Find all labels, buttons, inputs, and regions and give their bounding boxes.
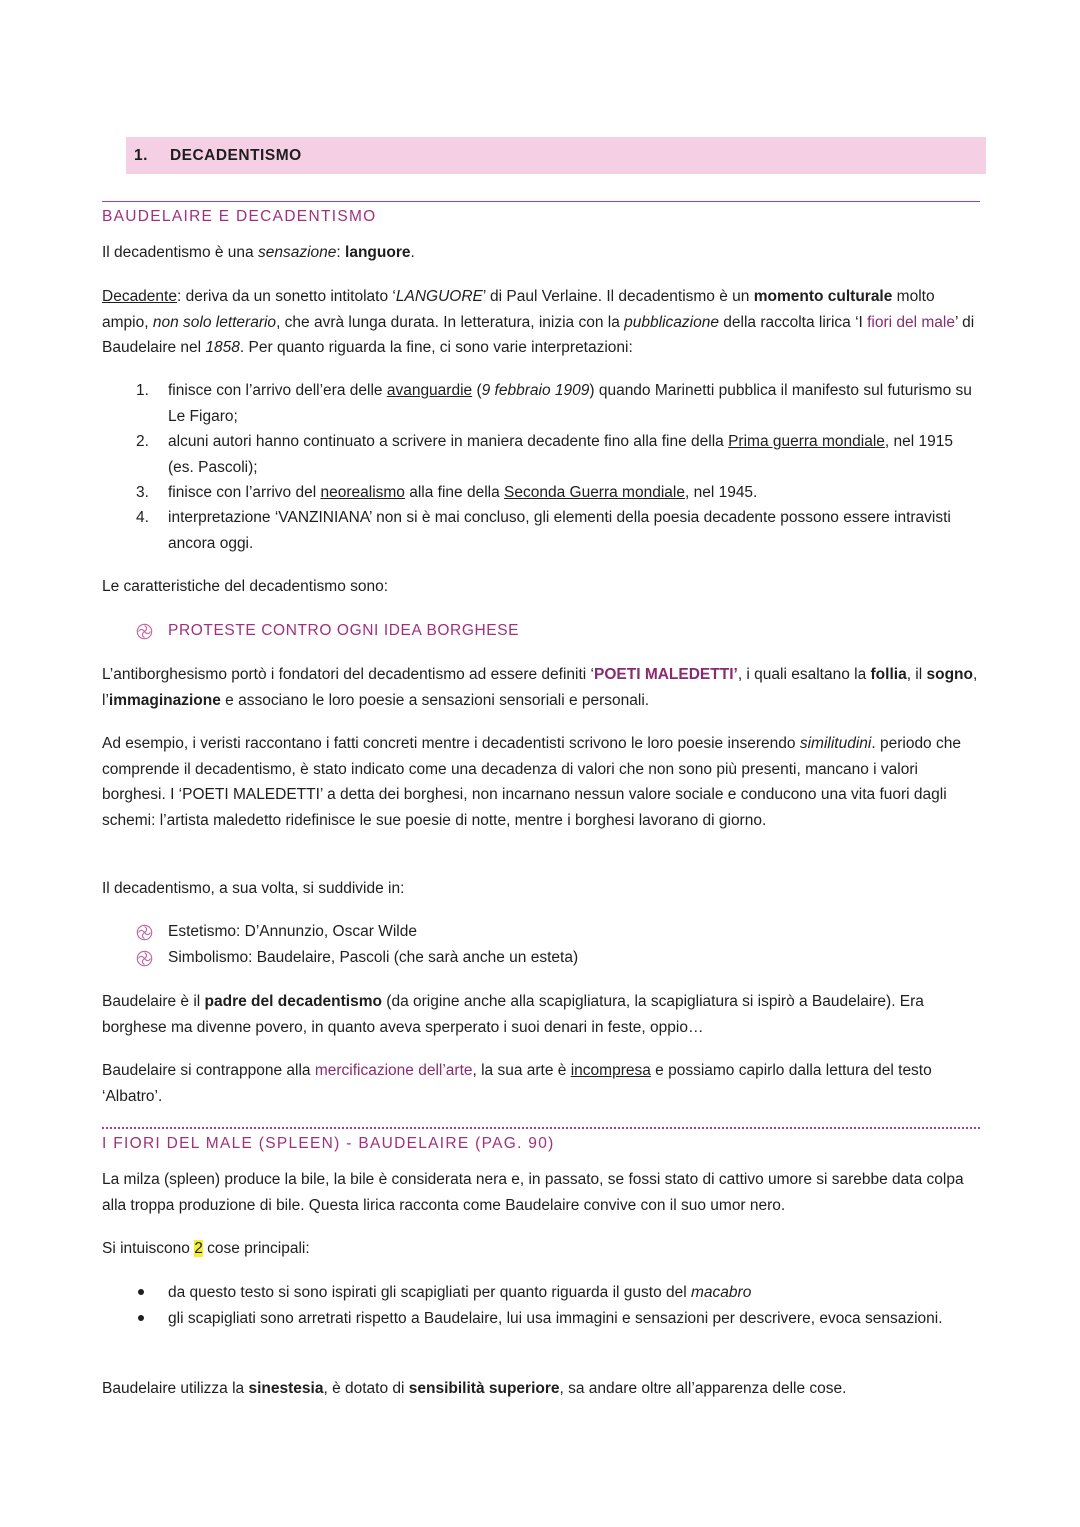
swirl-bullet-icon — [136, 950, 153, 967]
list-item: finisce con l’arrivo dell’era delle avanguardie (9 febbraio 1909) quando Marinetti pubblica il manifesto sul futurismo su Le Figaro; — [168, 382, 972, 425]
suddivide-text: Il decadentismo, a sua volta, si suddivide in: — [102, 880, 405, 897]
list-item: interpretazione ‘VANZINIANA’ non si è mai concluso, gli elementi della poesia decadente possono essere intravisti ancora oggi. — [168, 509, 951, 552]
list-number: 2. — [136, 433, 149, 450]
intro-paragraph: Il decadentismo è una sensazione: languore. — [102, 244, 415, 261]
swirl-bullet-icon — [136, 924, 153, 941]
bullet-item: gli scapigliati sono arretrati rispetto a Baudelaire, lui usa immagini e sensazioni per descrivere, evoca sensazioni. — [168, 1310, 943, 1327]
simbolismo-item: Simbolismo: Baudelaire, Pascoli (che sarà anche un esteta) — [168, 949, 579, 966]
mercificazione-paragraph: Baudelaire si contrappone alla mercificazione dell’arte, la sua arte è incompresa e possiamo capirlo dalla lettura del testo ‘Albatro’. — [102, 1062, 932, 1105]
swirl-bullet-icon — [136, 623, 153, 640]
list-item: finisce con l’arrivo del neorealismo alla fine della Seconda Guerra mondiale, nel 1945. — [168, 484, 758, 501]
caratteristiche-text: Le caratteristiche del decadentismo sono: — [102, 578, 389, 595]
list-number: 3. — [136, 484, 149, 501]
chapter-title — [126, 137, 986, 174]
section-heading: BAUDELAIRE E DECADENTISMO — [102, 208, 377, 225]
estetismo-item: Estetismo: D’Annunzio, Oscar Wilde — [168, 923, 417, 940]
chapter-title-text: DECADENTISMO — [169, 146, 302, 164]
bullet-dot — [138, 1315, 144, 1321]
spleen-paragraph: La milza (spleen) produce la bile, la bile è considerata nera e, in passato, se fossi stato di cattivo umore si sarebbe data colpa alla troppa produzione di bile. Questa lirica racconta come Baudelaire convive con il suo umor nero. — [102, 1171, 964, 1214]
section-divider — [102, 1127, 980, 1129]
antiborghesismo-paragraph: L’antiborghesismo portò i fondatori del decadentismo ad essere definiti ‘POETI MALEDETTI’, i quali esaltano la follia, il sogno, l’immaginazione e associano le loro poesie a sensazioni sensoriali e personali. — [102, 666, 978, 709]
section-divider — [102, 201, 980, 202]
bullet-item: da questo testo si sono ispirati gli scapigliati per quanto riguarda il gusto del macabro — [168, 1284, 752, 1301]
bullet-dot — [138, 1289, 144, 1295]
proteste-heading: PROTESTE CONTRO OGNI IDEA BORGHESE — [168, 622, 520, 639]
list-number: 4. — [136, 509, 149, 526]
veristi-paragraph: Ad esempio, i veristi raccontano i fatti concreti mentre i decadentisti scrivono le loro poesie inserendo similitudini. periodo che comprende il decadentismo, è stato indicato come una decadenza di valori che non sono più presenti, mancano i valori borghesi. I ‘POETI MALEDETTI’ a detta dei borghesi, non incarnano nessun valore sociale e conducono una vita fuori dagli schemi: l’artista maledetto ridefinisce le sue poesie di notte, mentre i borghesi lavorano di giorno. — [102, 735, 961, 829]
intuiscono-text: Si intuiscono 2 cose principali: — [102, 1240, 310, 1257]
list-number: 1. — [136, 382, 149, 399]
list-item: alcuni autori hanno continuato a scrivere in maniera decadente fino alla fine della Prima guerra mondiale, nel 1915 (es. Pascoli); — [168, 433, 953, 476]
sinestesia-paragraph: Baudelaire utilizza la sinestesia, è dotato di sensibilità superiore, sa andare oltre all’apparenza delle cose. — [102, 1380, 847, 1397]
padre-paragraph: Baudelaire è il padre del decadentismo (da origine anche alla scapigliatura, la scapigliatura si ispirò a Baudelaire). Era borghese ma divenne povero, in quanto aveva sperperato i suoi denari in feste, oppio… — [102, 993, 924, 1036]
decadente-paragraph: Decadente: deriva da un sonetto intitolato ‘LANGUORE’ di Paul Verlaine. Il decadentismo è un momento culturale molto ampio, non solo letterario, che avrà lunga durata. In letteratura, inizia con la pubblicazione della raccolta lirica ‘I fiori del male’ di Baudelaire nel 1858. Per quanto riguarda la fine, ci sono varie interpretazioni: — [102, 288, 975, 356]
chapter-number: 1. — [134, 146, 148, 164]
section-heading: I FIORI DEL MALE (SPLEEN) - BAUDELAIRE (PAG. 90) — [102, 1135, 555, 1152]
